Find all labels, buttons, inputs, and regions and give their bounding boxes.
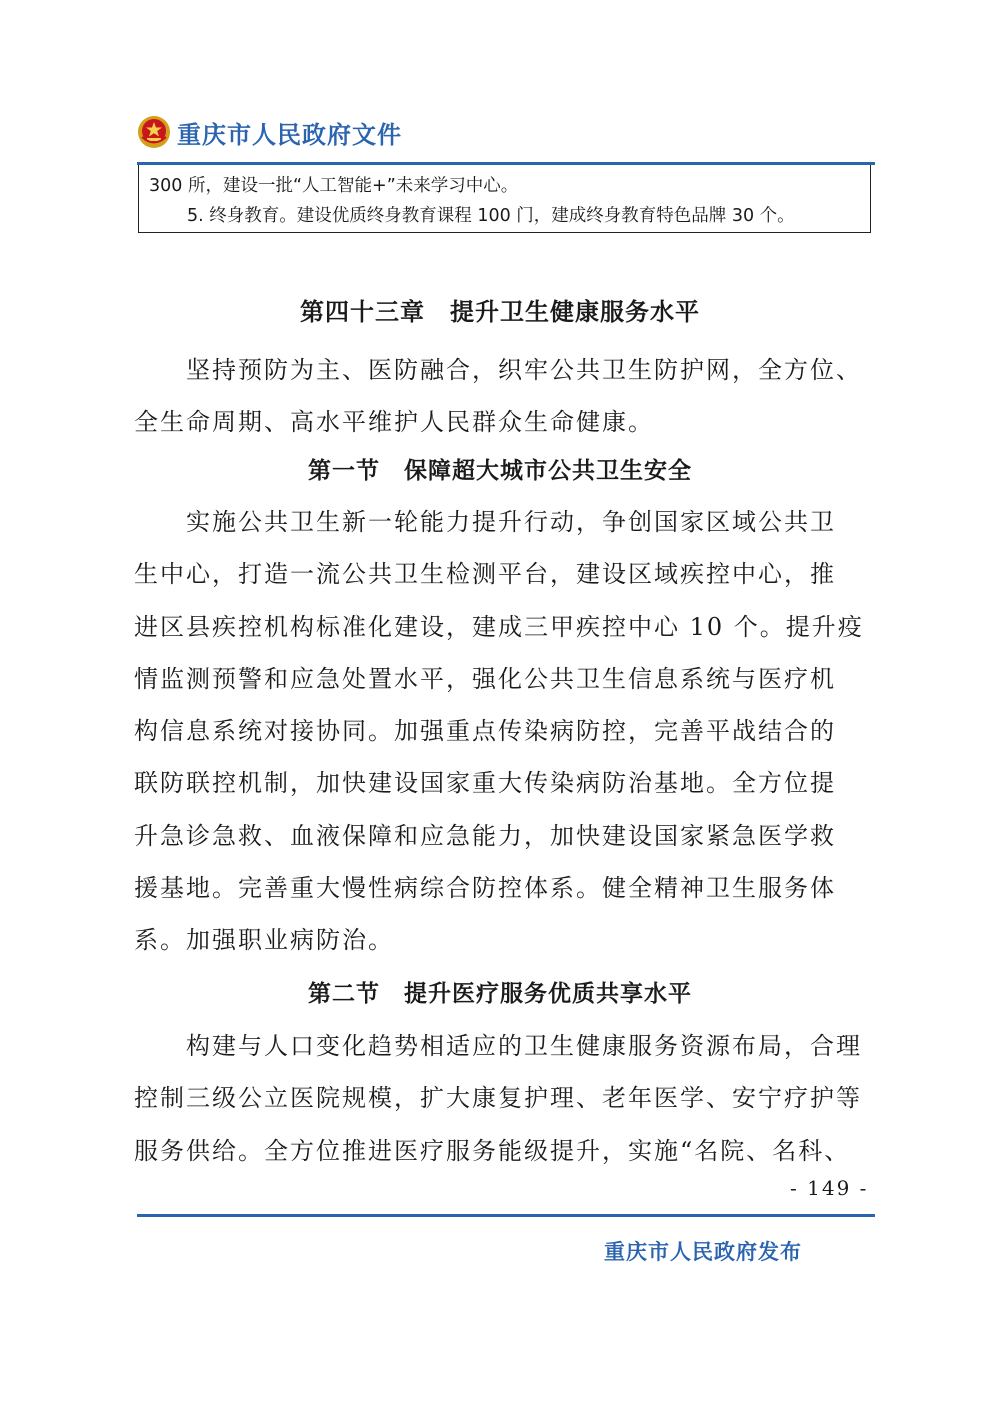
footer-divider: [137, 1214, 875, 1217]
paragraph-line: 坚持预防为主、医防融合，织牢公共卫生防护网，全方位、: [186, 356, 862, 384]
chapter-intro-paragraph: [134, 344, 874, 449]
page-number: - 149 -: [790, 1176, 869, 1200]
footer-publisher: 重庆市人民政府发布: [604, 1240, 802, 1264]
paragraph-line: 进区县疾控机构标准化建设，建成三甲疾控中心 10 个。提升疫: [134, 612, 864, 641]
paragraph-line: 控制三级公立医院规模，扩大康复护理、老年医学、安宁疗护等: [134, 1084, 862, 1113]
national-emblem-icon: [137, 115, 171, 149]
box-line: 300 所，建设一批“人工智能+”未来学习中心。: [149, 176, 519, 196]
paragraph-line: 全生命周期、高水平维护人民群众生命健康。: [134, 408, 654, 437]
box-line: 5. 终身教育。建设优质终身教育课程 100 门，建成终身教育特色品牌 30 个。: [187, 206, 795, 226]
paragraph-line: 构建与人口变化趋势相适应的卫生健康服务资源布局，合理: [186, 1032, 862, 1060]
continuation-box: [138, 165, 871, 233]
paragraph-line: 构信息系统对接协同。加强重点传染病防控，完善平战结合的: [134, 717, 836, 746]
paragraph-line: 服务供给。全方位推进医疗服务能级提升，实施“名院、名科、: [134, 1136, 851, 1165]
paragraph-line: 联防联控机制，加快建设国家重大传染病防治基地。全方位提: [134, 769, 836, 798]
chapter-title: 第四十三章 提升卫生健康服务水平: [300, 298, 700, 326]
section2-paragraph: [134, 1020, 874, 1177]
paragraph-line: 升急诊急救、血液保障和应急能力，加快建设国家紧急医学救: [134, 821, 836, 850]
document-header: [137, 112, 402, 152]
section1-paragraph: [134, 496, 874, 967]
paragraph-line: 生中心，打造一流公共卫生检测平台，建设区域疾控中心，推: [134, 560, 836, 589]
paragraph-line: 情监测预警和应急处置水平，强化公共卫生信息系统与医疗机: [134, 664, 836, 693]
paragraph-line: 实施公共卫生新一轮能力提升行动，争创国家区域公共卫: [186, 508, 836, 536]
paragraph-line: 系。加强职业病防治。: [134, 926, 394, 955]
section-title: 第一节 保障超大城市公共卫生安全: [308, 458, 692, 484]
header-title: 重庆市人民政府文件: [177, 120, 402, 149]
paragraph-line: 援基地。完善重大慢性病综合防控体系。健全精神卫生服务体: [134, 874, 836, 903]
section-title: 第二节 提升医疗服务优质共享水平: [308, 981, 692, 1007]
